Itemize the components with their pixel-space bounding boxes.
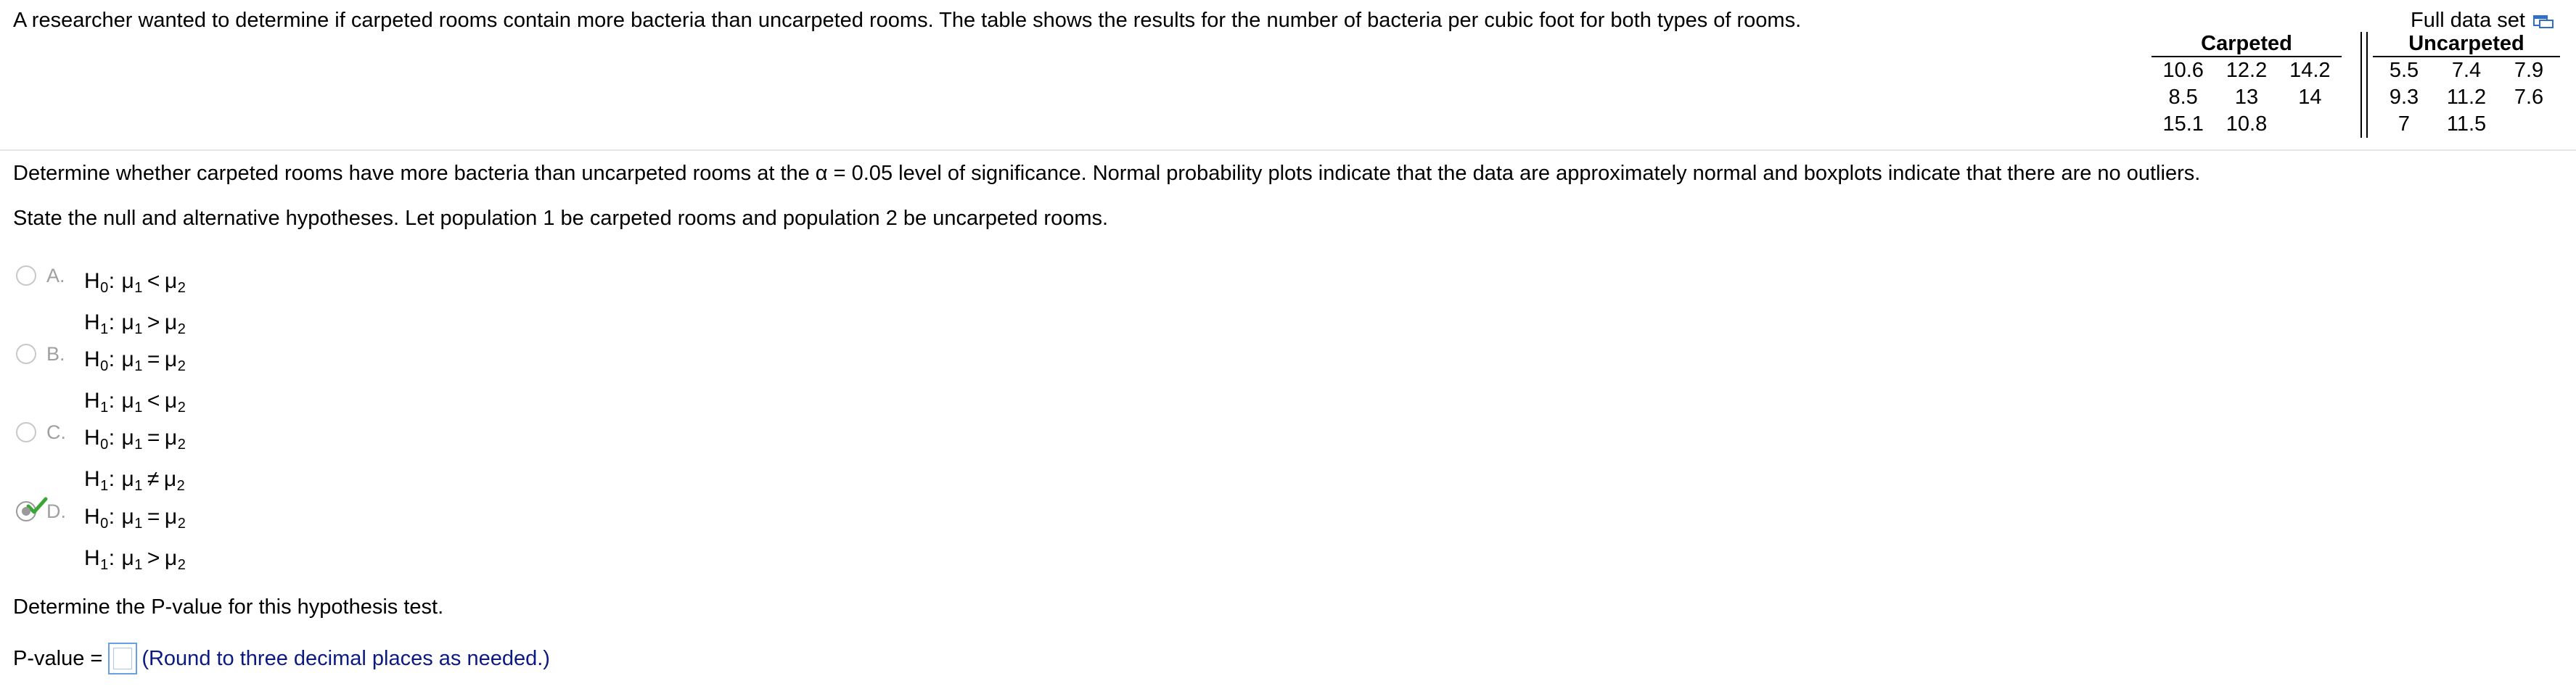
table-cell: 12.2 xyxy=(2215,57,2278,84)
option-letter: B. xyxy=(46,343,65,365)
table-cell: 9.3 xyxy=(2389,86,2419,109)
alternative-hypothesis: $H_1$: $\mu_1 < \mu_2$ xyxy=(84,389,186,416)
problem-intro: A researcher wanted to determine if carpeted rooms contain more bacteria than uncarpeted rooms. The table shows the results for the number of bacteria per cubic foot for both types of rooms. xyxy=(13,9,1802,32)
table-cell: 11.2 xyxy=(2446,86,2487,109)
uncarpeted-header: Uncarpeted xyxy=(2408,32,2524,55)
null-hypothesis: $H_0$: $\mu_1 < \mu_2$ xyxy=(84,269,186,296)
radio-button[interactable] xyxy=(16,265,36,286)
table-cell: 15.1 xyxy=(2162,112,2204,136)
table-row xyxy=(2373,111,2560,138)
table-row xyxy=(2373,57,2560,84)
pvalue-hint: (Round to three decimal places as needed.) xyxy=(141,646,550,670)
alternative-hypothesis: $H_1$: $\mu_1 \ne \mu_2$ xyxy=(84,467,186,494)
table-row xyxy=(2152,57,2342,84)
pvalue-input[interactable] xyxy=(108,643,137,674)
full-data-set-label: Full data set xyxy=(2411,9,2525,32)
table-divider xyxy=(2360,32,2368,138)
pvalue-label: P-value = xyxy=(13,646,103,670)
option-a[interactable] xyxy=(16,264,186,347)
full-data-set-link[interactable] xyxy=(2411,9,2554,33)
hypotheses xyxy=(84,264,186,347)
table-row xyxy=(2373,84,2560,111)
checkmark-icon xyxy=(26,497,48,516)
table-cell: 14 xyxy=(2298,86,2322,109)
hypotheses xyxy=(84,500,186,582)
table-cell: 7.4 xyxy=(2435,57,2498,84)
table-cell: 7.6 xyxy=(2514,86,2544,109)
carpeted-table xyxy=(2152,32,2342,138)
table-cell: 10.8 xyxy=(2226,112,2268,136)
option-letter: D. xyxy=(46,500,66,522)
option-b[interactable] xyxy=(16,342,186,425)
table-cell: 13 xyxy=(2234,86,2259,109)
option-letter: A. xyxy=(46,265,65,286)
hypotheses xyxy=(84,342,186,425)
table-cell xyxy=(2278,111,2342,138)
table-cell: 14.2 xyxy=(2278,57,2342,84)
null-hypothesis: $H_0$: $\mu_1 = \mu_2$ xyxy=(84,505,186,532)
table-row xyxy=(2152,111,2342,138)
open-data-icon xyxy=(2532,13,2554,29)
radio-button-selected[interactable] xyxy=(16,501,36,521)
table-cell: 5.5 xyxy=(2373,57,2435,84)
option-letter: C. xyxy=(46,421,66,443)
pvalue-question: Determine the P-value for this hypothesis test. xyxy=(13,595,444,619)
alternative-hypothesis: $H_1$: $\mu_1 > \mu_2$ xyxy=(84,310,186,337)
question-text: Determine whether carpeted rooms have more bacteria than uncarpeted rooms at the α = 0.05 level of significance. Normal probability plots indicate that the data are approximately normal and boxplots indicate that there are no outliers. xyxy=(13,162,2201,185)
radio-button[interactable] xyxy=(16,344,36,364)
null-hypothesis: $H_0$: $\mu_1 = \mu_2$ xyxy=(84,426,186,453)
pvalue-row xyxy=(13,643,550,674)
table-cell: 10.6 xyxy=(2152,57,2215,84)
table-cell: 11.5 xyxy=(2446,112,2487,136)
table-cell: 8.5 xyxy=(2168,86,2198,109)
table-cell xyxy=(2498,111,2560,138)
instruction-text: State the null and alternative hypotheses. Let population 1 be carpeted rooms and population 2 be uncarpeted rooms. xyxy=(13,207,1109,230)
option-d[interactable] xyxy=(16,500,186,582)
option-c[interactable] xyxy=(16,421,186,503)
table-cell: 7 xyxy=(2397,112,2411,136)
null-hypothesis: $H_0$: $\mu_1 = \mu_2$ xyxy=(84,347,186,374)
radio-button[interactable] xyxy=(16,422,36,442)
section-divider xyxy=(0,149,2576,151)
alternative-hypothesis: $H_1$: $\mu_1 > \mu_2$ xyxy=(84,546,186,573)
hypotheses xyxy=(84,421,186,503)
table-row xyxy=(2152,84,2342,111)
carpeted-header: Carpeted xyxy=(2201,32,2292,55)
table-cell: 7.9 xyxy=(2498,57,2560,84)
uncarpeted-table xyxy=(2373,32,2560,138)
